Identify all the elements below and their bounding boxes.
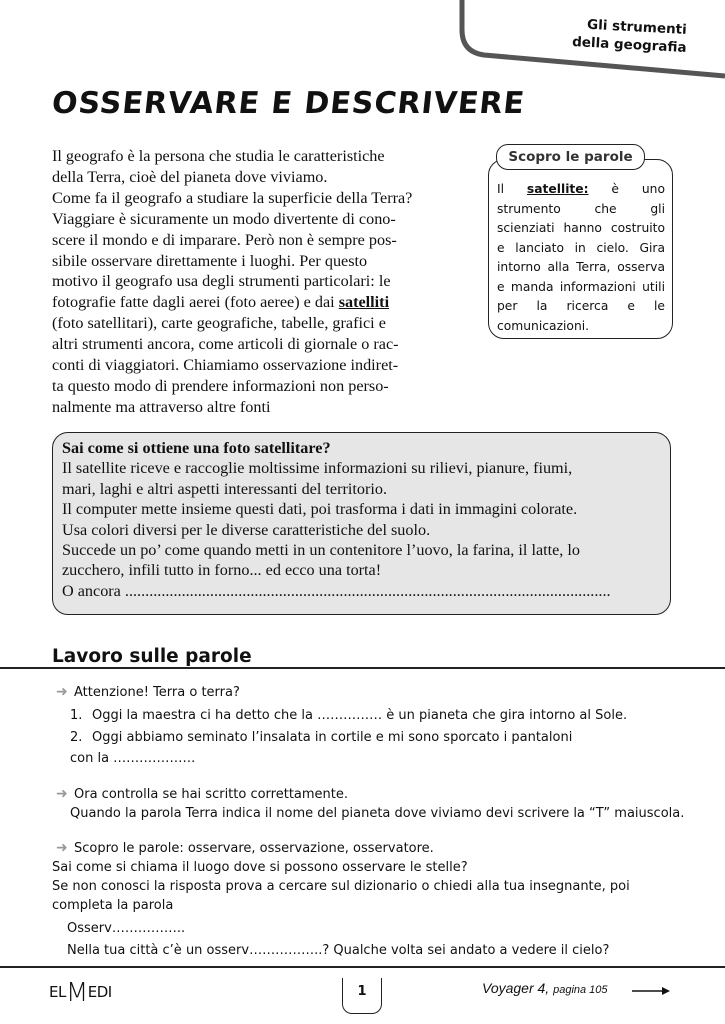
exercise-3 [52,839,717,960]
vocabulary-keyword: satellite: [526,182,589,196]
info-box-line: Il computer mette insieme questi dati, poi trasforma i dati in immagini colorate. [62,500,578,519]
publisher-logo [49,978,112,1008]
arrow-right-icon: ➜ [56,684,68,700]
exercise-3-question: Sai come si chiama il luogo dove si possono osservare le stelle? [52,860,468,875]
info-box-line: zucchero, infili tutto in forno... ed ecco una torta! [62,561,382,580]
intro-line: scere il mondo e di imparare. Però non è sempre pos- [52,230,397,249]
exercise-3-question: Se non conosci la risposta prova a cercare sul dizionario o chiedi alla tua insegnante, poi [52,879,630,894]
exercise-2-text: Quando la parola Terra indica il nome del pianeta dove viviamo devi scrivere la “T” maiuscola. [70,806,685,821]
intro-line: Il geografo è la persona che studia le caratteristiche [52,147,385,165]
exercise-3-answer-1: Osserv…………….. [67,921,186,936]
book-title: Voyager 4, [482,980,550,996]
vocabulary-article: Il [497,182,505,196]
info-box-line: Succede un po’ come quando metti in un contenitore l’uovo, la farina, il latte, lo [62,541,580,560]
intro-line: Viaggiare è sicuramente un modo divertente di cono- [52,209,396,228]
intro-line: nalmente ma attraverso altre fonti [52,397,271,416]
intro-line: altri strumenti ancora, come articoli di giornale o rac- [52,335,399,354]
intro-line: ta questo modo di prendere informazioni non perso- [52,376,389,395]
exercise-1-item-2: Oggi abbiamo seminato l’insalata in cortile e mi sono sporcato i pantaloni [92,730,573,745]
page-number: 1 [342,978,382,1014]
page-title: OSSERVARE E DESCRIVERE [50,86,527,121]
logo-text: M [65,978,88,1008]
intro-line-text: fotografie fatte dagli aerei (foto aeree) e dai [52,293,339,312]
logo-text: EDI [87,983,112,1001]
intro-paragraph [52,146,465,418]
arrow-right-icon [632,985,672,997]
footer-divider [0,966,725,968]
exercise-3-heading: Scopro le parole: osservare, osservazione, osservatore. [74,841,434,856]
item-number: 2. [70,730,83,745]
arrow-right-icon: ➜ [56,786,68,802]
book-reference [482,980,608,996]
info-box-title: Sai come si ottiene una foto satellitare? [62,439,331,457]
intro-line: conti di viaggiatori. Chiamiamo osservazione indiret- [52,356,399,375]
section-title: Lavoro sulle parole [52,646,252,667]
exercise-1-heading: Attenzione! Terra o terra? [74,685,240,700]
vocabulary-box-text [497,180,665,336]
exercise-1-item-1: Oggi la maestra ci ha detto che la …………… è un pianeta che gira intorno al Sole. [92,708,628,723]
intro-keyword-satelliti: satelliti [338,293,390,312]
vocabulary-box-tab: Scopro le parole [496,144,645,170]
section-divider [0,667,725,669]
info-box-line: Il satellite riceve e raccoglie moltissime informazioni su rilievi, pianure, fiumi, [62,459,573,478]
info-box-line: mari, laghi e altri aspetti interessanti del territorio. [62,479,387,498]
vocabulary-definition: è uno strumento che gli scienziati hanno costruito e lanciato in cielo. Gira intorno alla Terra, osserva e manda informazioni utili per la ricerca e le comunicazioni. [497,182,665,333]
intro-line: motivo il geografo usa degli strumenti particolari: le [52,272,391,291]
info-box-text [62,438,664,601]
intro-line: (foto satellitari), carte geografiche, tabelle, grafici e [52,314,386,333]
intro-line [52,292,465,313]
exercise-1-item-2-continued: con la ………………. [70,751,196,766]
exercise-3-question: completa la parola [52,898,174,913]
intro-line: Come fa il geografo a studiare la superficie della Terra? [52,188,413,207]
item-number: 1. [70,708,83,723]
exercise-3-answer-2: Nella tua città c’è un osserv……………..? Qualche volta sei andato a vedere il cielo? [67,943,610,958]
exercise-2-heading: Ora controlla se hai scritto correttamente. [74,787,349,802]
book-page: pagina 105 [553,984,608,996]
header-section-line2: della geografia [572,34,688,56]
exercise-1 [56,683,706,768]
logo-text: EL [49,983,66,1001]
header-section-line1: Gli strumenti [586,16,688,38]
arrow-right-icon: ➜ [56,840,68,856]
info-box-line: O ancora ........................................................................................................................ [62,581,611,600]
info-box-line: Usa colori diversi per le diverse caratteristiche del suolo. [62,520,431,539]
intro-line: sibile osservare direttamente i luoghi. Per questo [52,251,368,270]
intro-line: della Terra, cioè del pianeta dove viviamo. [52,167,328,186]
exercise-2 [56,785,716,823]
